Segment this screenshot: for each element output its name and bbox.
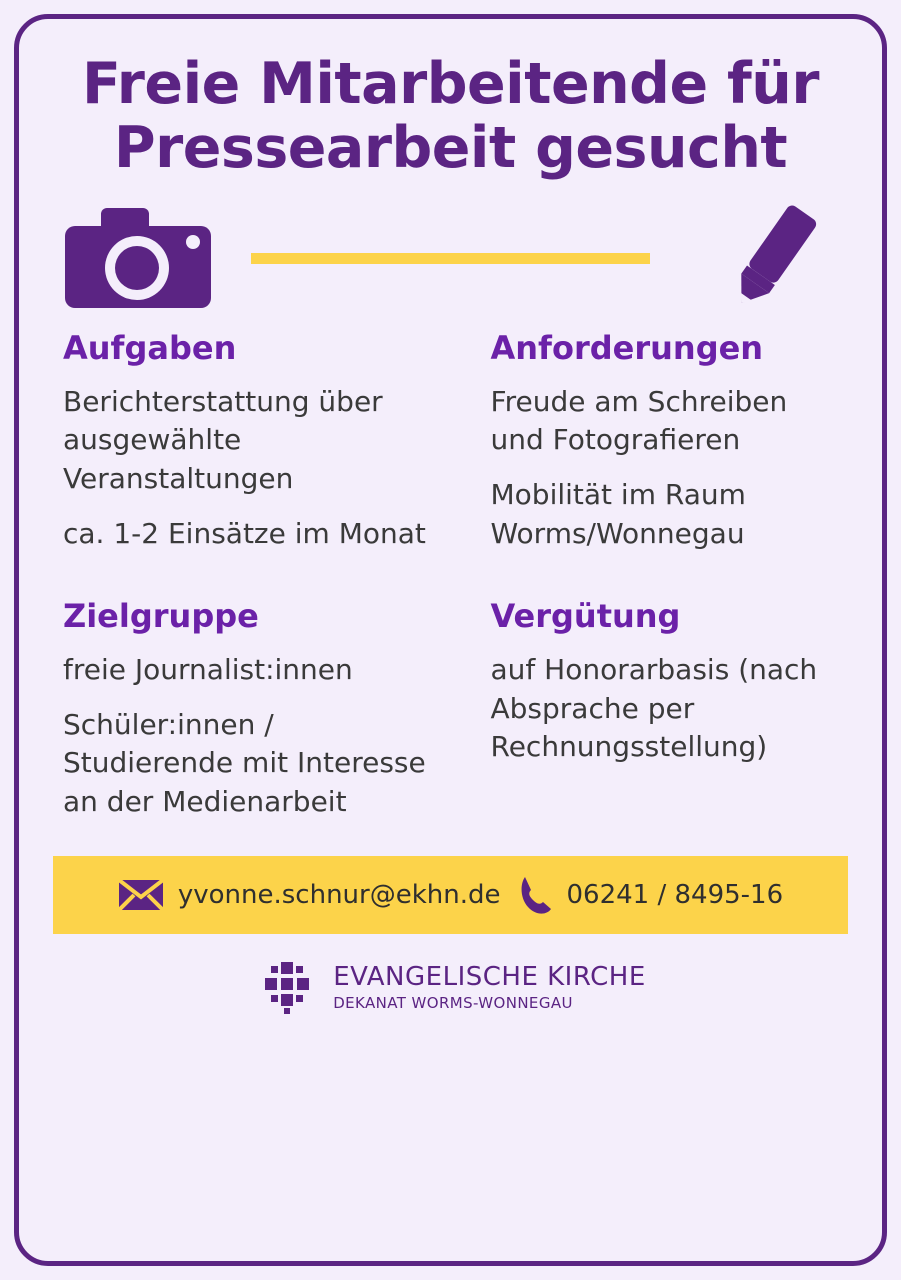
yellow-divider — [251, 253, 650, 264]
column-right — [451, 329, 839, 838]
logo — [63, 956, 838, 1020]
poster-frame — [14, 14, 887, 1266]
logo-subtitle: DEKANAT WORMS-WONNEGAU — [333, 993, 573, 1012]
contact-email-text: yvonne.schnur@ekhn.de — [177, 879, 501, 910]
content-columns — [63, 329, 838, 838]
section-text-zielgruppe-2: Schüler:innen / Studierende mit Interesse an der Medienarbeit — [63, 707, 426, 819]
section-text-anforderungen-1: Freude am Schreiben und Fotografieren — [490, 384, 788, 457]
icon-divider-row — [63, 203, 838, 315]
phone-icon — [519, 874, 553, 916]
logo-title: EVANGELISCHE KIRCHE — [333, 961, 646, 992]
camera-icon — [63, 204, 223, 314]
contact-phone-text: 06241 / 8495-16 — [566, 879, 784, 910]
cross-logo-icon — [255, 956, 319, 1020]
section-text-zielgruppe-1: freie Journalist:innen — [63, 653, 353, 687]
section-text-anforderungen-2: Mobilität im Raum Worms/Wonnegau — [490, 477, 746, 550]
section-text-aufgaben-2: ca. 1-2 Einsätze im Monat — [63, 516, 426, 550]
contact-bar — [53, 856, 848, 934]
page-title: Freie Mitarbeitende für Pressearbeit gesucht — [82, 51, 819, 181]
section-heading-verguetung: Vergütung — [490, 597, 681, 636]
section-heading-anforderungen: Anforderungen — [490, 328, 764, 367]
column-left — [63, 329, 451, 838]
contact-email[interactable] — [118, 879, 501, 911]
contact-phone[interactable] — [519, 874, 784, 916]
section-heading-zielgruppe: Zielgruppe — [63, 597, 259, 636]
section-heading-aufgaben: Aufgaben — [63, 328, 237, 367]
pencil-icon — [678, 201, 838, 316]
envelope-icon — [118, 879, 164, 911]
section-text-verguetung-1: auf Honorarbasis (nach Absprache per Rechnungsstellung) — [490, 653, 818, 764]
section-text-aufgaben-1: Berichterstattung über ausgewählte Veranstaltungen — [63, 384, 383, 495]
